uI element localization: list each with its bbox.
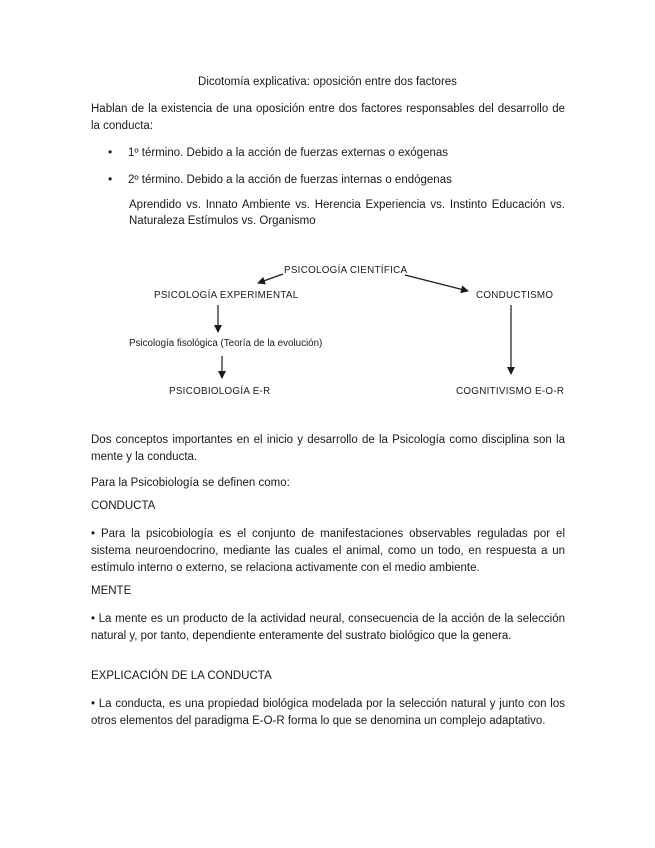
heading-conducta: CONDUCTA <box>91 500 156 512</box>
concepts-paragraph: Dos conceptos importantes en el inicio y desarrollo de la Psicología como disciplina son la mente y la conducta. <box>91 434 565 463</box>
mente-paragraph: • La mente es un producto de la actividad neural, consecuencia de la acción de la selección natural y, por tanto, dependiente enteramente del sustrato biológico que la genera. <box>91 613 565 642</box>
intro-paragraph: Hablan de la existencia de una oposición entre dos factores responsables del desarrollo de la conducta: <box>91 103 565 132</box>
node-psicologia-fisologica: Psicología fisológica (Teoría de la evolución) <box>129 338 323 349</box>
node-psicobiologia: PSICOBIOLOGÍA E-R <box>169 386 271 397</box>
document-title: Dicotomía explicativa: oposición entre dos factores <box>198 76 457 88</box>
node-psicologia-cientifica: PSICOLOGÍA CIENTÍFICA <box>284 265 408 276</box>
bullet-text-1: 1º término. Debido a la acción de fuerzas externas o exógenas <box>128 147 449 159</box>
heading-explicacion: EXPLICACIÓN DE LA CONDUCTA <box>91 670 272 682</box>
hierarchy-diagram <box>0 255 655 405</box>
bullet-icon: • <box>108 145 113 159</box>
defined-paragraph: Para la Psicobiología se definen como: <box>91 477 290 489</box>
node-psicologia-experimental: PSICOLOGÍA EXPERIMENTAL <box>154 290 299 301</box>
arrow-root-to-right <box>405 275 468 291</box>
heading-mente: MENTE <box>91 585 132 597</box>
node-cognitivismo: COGNITIVISMO E-O-R <box>456 386 565 397</box>
pairs-line-2: Naturaleza Estímulos vs. Organismo <box>129 215 316 227</box>
bullet-icon: • <box>108 172 113 186</box>
bullet-item-1 <box>108 144 448 162</box>
bullet-item-2 <box>108 171 452 189</box>
conducta-paragraph: • Para la psicobiología es el conjunto de manifestaciones observables reguladas por el sistema neuroendocrino, mediante las cuales el animal, como un todo, en respuesta a un estímulo interno o externo, se relaciona activamente con el medio ambiente. <box>91 528 565 574</box>
pairs-line-1: Aprendido vs. Innato Ambiente vs. Herencia Experiencia vs. Instinto Educación vs. <box>129 199 565 211</box>
diagram-arrows <box>0 255 655 405</box>
node-conductismo: CONDUCTISMO <box>476 290 554 301</box>
bullet-text-2: 2º término. Debido a la acción de fuerzas internas o endógenas <box>128 174 452 186</box>
arrow-root-to-left <box>258 274 283 283</box>
explicacion-paragraph: • La conducta, es una propiedad biológica modelada por la selección natural y junto con los otros elementos del paradigma E-O-R forma lo que se denomina un complejo adaptativo. <box>91 698 565 727</box>
